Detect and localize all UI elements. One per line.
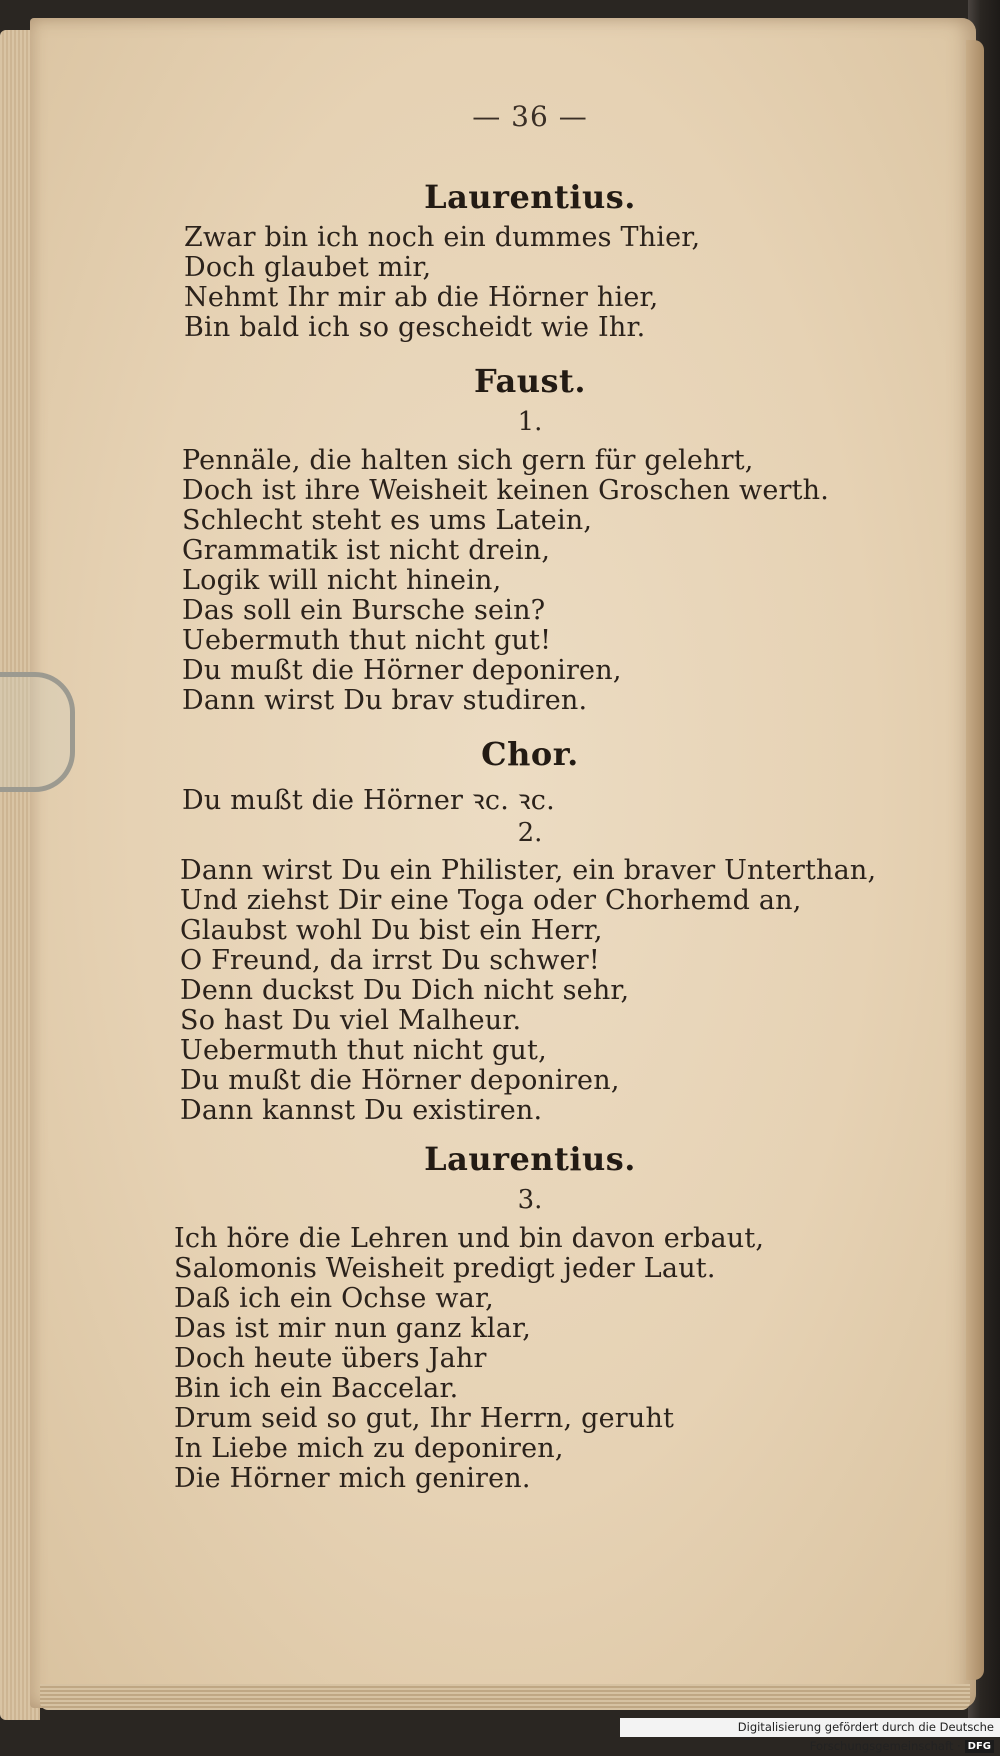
stanza-number: 2. — [517, 818, 543, 848]
verse-line: Doch glaubet mir, — [184, 252, 432, 283]
verse-line: Bin bald ich so gescheidt wie Ihr. — [184, 312, 646, 343]
verse-line: Du mußt die Hörner deponiren, — [180, 1065, 620, 1096]
verse-line: Daß ich ein Ochse war, — [174, 1283, 494, 1314]
verse-line: Schlecht steht es ums Latein, — [182, 505, 593, 536]
verse-line: Doch ist ihre Weisheit keinen Groschen werth. — [182, 475, 830, 506]
verse-line: Drum seid so gut, Ihr Herrn, geruht — [174, 1403, 675, 1434]
verse-line: Uebermuth thut nicht gut, — [180, 1035, 547, 1066]
verse-line: Logik will nicht hinein, — [182, 565, 502, 596]
speaker-heading: Chor. — [481, 735, 579, 773]
speaker-heading: Laurentius. — [424, 1140, 636, 1178]
verse-line: O Freund, da irrst Du schwer! — [180, 945, 600, 976]
verse-line: Bin ich ein Baccelar. — [174, 1373, 459, 1404]
verse-line: Nehmt Ihr mir ab die Hörner hier, — [184, 282, 659, 313]
ribbon-bookmark — [0, 672, 75, 792]
verse-line: So hast Du viel Malheur. — [180, 1005, 522, 1036]
verse-line: Denn duckst Du Dich nicht sehr, — [180, 975, 630, 1006]
speaker-heading: Laurentius. — [424, 178, 636, 216]
verse-line: Glaubst wohl Du bist ein Herr, — [180, 915, 603, 946]
verse-line: Das ist mir nun ganz klar, — [174, 1313, 531, 1344]
stanza-number: 3. — [517, 1185, 543, 1215]
page-bottom-edge — [40, 1684, 970, 1710]
digitization-credit — [620, 1718, 1000, 1753]
verse-line: In Liebe mich zu deponiren, — [174, 1433, 564, 1464]
verse-line: Das soll ein Bursche sein? — [182, 595, 546, 626]
verse-line: Dann kannst Du existiren. — [180, 1095, 543, 1126]
verse-line: Zwar bin ich noch ein dummes Thier, — [184, 222, 701, 253]
verse-line: Ich höre die Lehren und bin davon erbaut, — [174, 1223, 765, 1254]
speaker-heading: Faust. — [474, 362, 586, 400]
page-number: — 36 — — [472, 100, 588, 133]
verse-line: Doch heute übers Jahr — [174, 1343, 487, 1374]
verse-line: Grammatik ist nicht drein, — [182, 535, 551, 566]
verse-line: Pennäle, die halten sich gern für gelehrt, — [182, 445, 754, 476]
verse-line: Du mußt die Hörner ꝛc. ꝛc. — [182, 785, 555, 816]
verse-line: Die Hörner mich geniren. — [174, 1463, 531, 1494]
verse-line: Und ziehst Dir eine Toga oder Chorhemd an, — [180, 885, 802, 916]
book-fore-edge — [966, 40, 984, 1680]
verse-line: Salomonis Weisheit predigt jeder Laut. — [174, 1253, 716, 1284]
dfg-logo: DFG — [965, 1740, 994, 1753]
verse-line: Dann wirst Du ein Philister, ein braver Unterthan, — [180, 855, 877, 886]
credit-text: Digitalisierung gefördert durch die Deutsche Forschungsgemeinschaft · — [737, 1720, 994, 1753]
stanza-number: 1. — [517, 407, 543, 437]
verse-line: Uebermuth thut nicht gut! — [182, 625, 552, 656]
verse-line: Dann wirst Du brav studiren. — [182, 685, 588, 716]
verse-line: Du mußt die Hörner deponiren, — [182, 655, 622, 686]
